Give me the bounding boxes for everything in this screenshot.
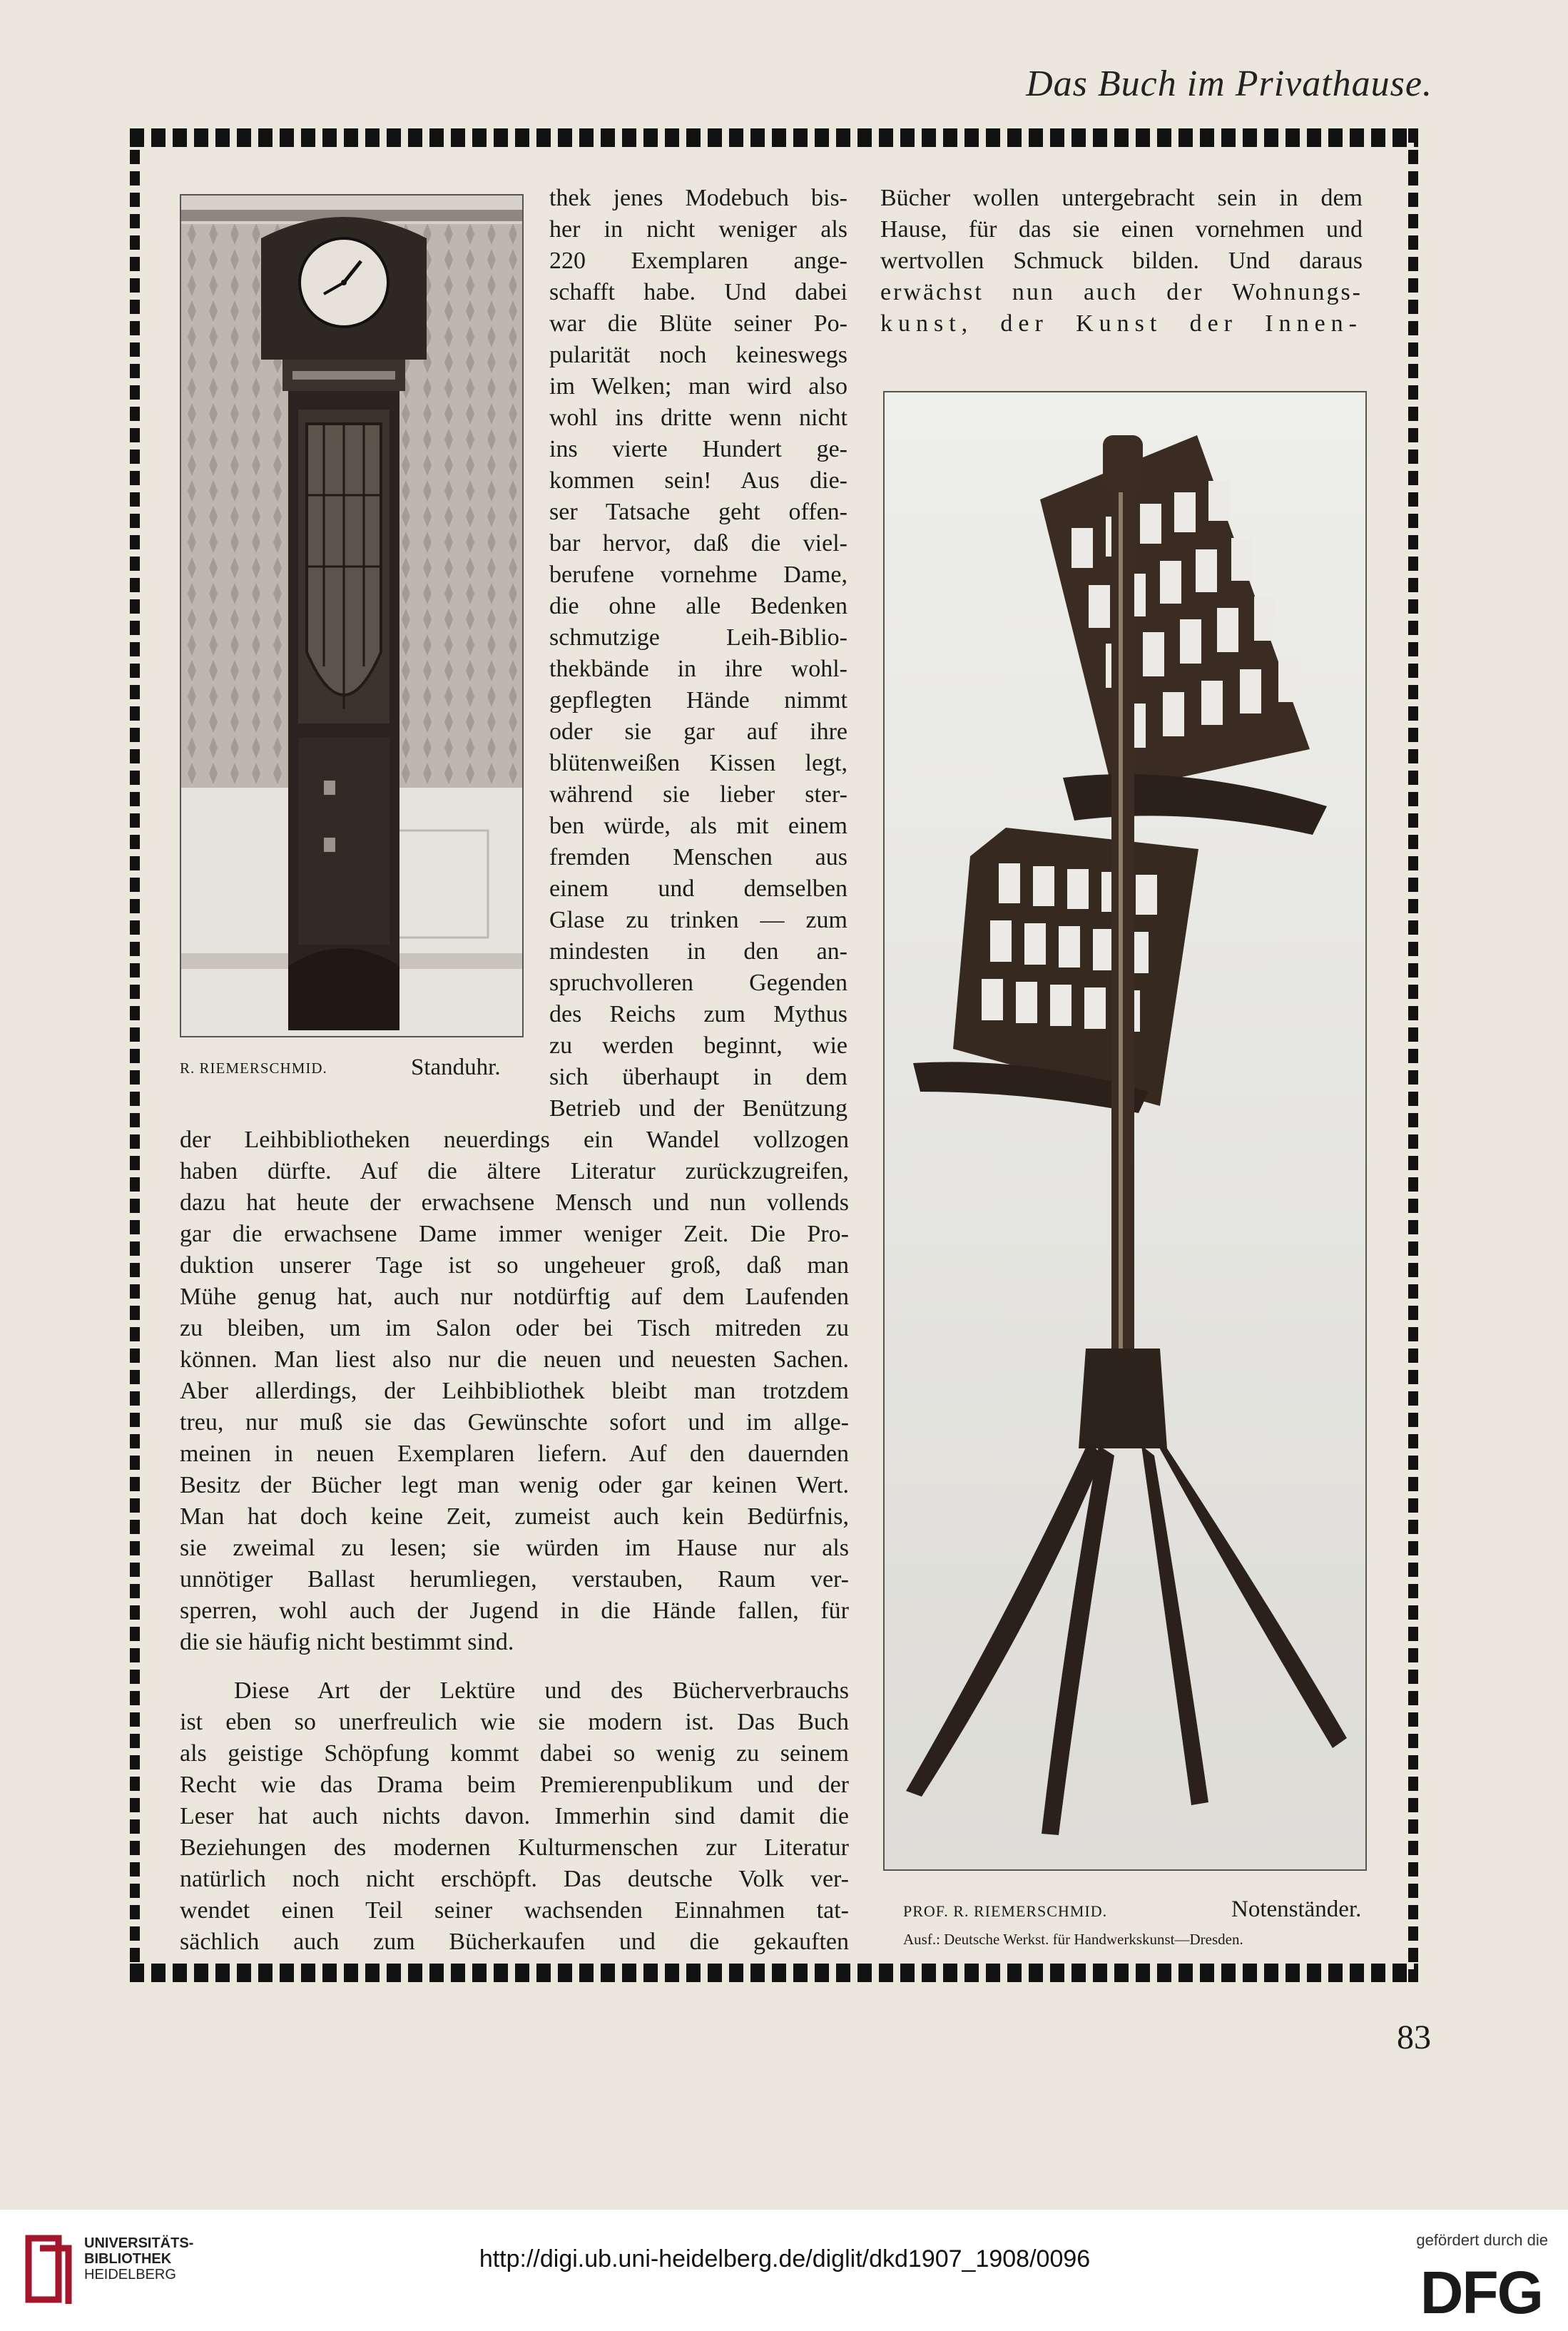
right-line: kunst, der Kunst der Innen- (880, 310, 1363, 337)
left-line: gar die erwachsene Dame immer weniger Zeit. Die Pro- (180, 1221, 849, 1247)
left-line: ist eben so unerfreulich wie sie modern ist. Das Buch (180, 1709, 849, 1735)
ornamental-border-left (130, 128, 140, 1982)
left-line: Beziehungen des modernen Kulturmenschen zur Literatur (180, 1834, 849, 1861)
left-line: Aber allerdings, der Leihbibliothek bleibt man trotzdem (180, 1378, 849, 1404)
left-line: Diese Art der Lektüre und des Bücherverbrauchs (234, 1677, 849, 1704)
ornamental-border-bottom (130, 1964, 1418, 1982)
mid-line: sich überhaupt in dem (549, 1064, 847, 1090)
funding-note: gefördert durch die (1416, 2231, 1548, 2249)
left-line: meinen in neuen Exemplaren liefern. Auf den dauernden (180, 1441, 849, 1467)
mid-line: war die Blüte seiner Po- (549, 310, 847, 337)
left-line: wendet einen Teil seiner wachsenden Einnahmen tat- (180, 1897, 849, 1924)
clock-caption-artist: R. RIEMERSCHMID. (180, 1060, 327, 1077)
mid-line: ins vierte Hundert ge- (549, 436, 847, 462)
mid-line: Glase zu trinken — zum (549, 907, 847, 933)
mid-line: zu werden beginnt, wie (549, 1032, 847, 1059)
left-line: duktion unserer Tage ist so ungeheuer groß, daß man (180, 1252, 849, 1279)
university-library-logo-icon (21, 2230, 78, 2311)
right-line: wertvollen Schmuck bilden. Und daraus (880, 248, 1363, 274)
left-line: dazu hat heute der erwachsene Mensch und nun vollends (180, 1189, 849, 1216)
mid-line: die ohne alle Bedenken (549, 593, 847, 619)
left-line: die sie häufig nicht bestimmt sind. (180, 1629, 514, 1655)
mid-line: des Reichs zum Mythus (549, 1001, 847, 1027)
mid-line: Betrieb und der Benützung (549, 1095, 847, 1122)
left-line: natürlich noch nicht erschöpft. Das deutsche Volk ver- (180, 1866, 849, 1892)
mid-line: während sie lieber ster- (549, 781, 847, 808)
left-line: sächlich auch zum Bücherkaufen und die gekauften (180, 1929, 849, 1955)
library-line-2: BIBLIOTHEK (84, 2251, 172, 2267)
clock-caption-title: Standuhr. (411, 1055, 501, 1080)
clock-photo (180, 194, 524, 1037)
right-line: Bücher wollen untergebracht sein in dem (880, 185, 1363, 211)
mid-line: ser Tatsache geht offen- (549, 499, 847, 525)
mid-line: 220 Exemplaren ange- (549, 248, 847, 274)
page-number: 83 (1397, 2018, 1431, 2056)
running-header: Das Buch im Privathause. (1026, 64, 1432, 104)
mid-line: blütenweißen Kissen legt, (549, 750, 847, 776)
dfg-logo: DFG (1420, 2259, 1542, 2326)
stand-caption-title: Notenständer. (1231, 1896, 1362, 1922)
left-line: sperren, wohl auch der Jugend in die Hände fallen, für (180, 1598, 849, 1624)
mid-line: kommen sein! Aus die- (549, 467, 847, 494)
right-line: erwächst nun auch der Wohnungs- (880, 279, 1363, 305)
ornamental-border-right (1408, 128, 1418, 1982)
mid-line: einem und demselben (549, 875, 847, 902)
mid-line: oder sie gar auf ihre (549, 718, 847, 745)
mid-line: berufene vornehme Dame, (549, 562, 847, 588)
left-line: Recht wie das Drama beim Premierenpublikum und der (180, 1772, 849, 1798)
left-line: Besitz der Bücher legt man wenig oder gar keinen Wert. (180, 1472, 849, 1498)
university-library-name (84, 2235, 193, 2282)
mid-line: thekbände in ihre wohl- (549, 656, 847, 682)
left-line: können. Man liest also nur die neuen und neuesten Sachen. (180, 1346, 849, 1373)
mid-line: gepflegten Hände nimmt (549, 687, 847, 713)
left-line: treu, nur muß sie das Gewünschte sofort und im allge- (180, 1409, 849, 1436)
stand-caption-maker: Ausf.: Deutsche Werkst. für Handwerkskunst—Dresden. (903, 1931, 1243, 1948)
mid-line: thek jenes Modebuch bis- (549, 185, 847, 211)
left-line: der Leihbibliotheken neuerdings ein Wandel vollzogen (180, 1127, 849, 1153)
left-line: sie zweimal zu lesen; sie würden im Hause nur als (180, 1535, 849, 1561)
library-line-3: HEIDELBERG (84, 2267, 176, 2282)
left-line: Man hat doch keine Zeit, zumeist auch kein Bedürfnis, (180, 1503, 849, 1530)
right-line: Hause, für das sie einen vornehmen und (880, 216, 1363, 243)
stand-caption-artist: PROF. R. RIEMERSCHMID. (903, 1902, 1108, 1920)
mid-line: im Welken; man wird also (549, 373, 847, 400)
left-line: unnötiger Ballast herumliegen, verstauben, Raum ver- (180, 1566, 849, 1593)
left-line: zu bleiben, um im Salon oder bei Tisch mitreden zu (180, 1315, 849, 1341)
mid-line: pularität noch keineswegs (549, 342, 847, 368)
music-stand-photo (883, 391, 1367, 1871)
permalink-url[interactable]: http://digi.ub.uni-heidelberg.de/diglit/dkd1907_1908/0096 (479, 2245, 1091, 2272)
mid-line: fremden Menschen aus (549, 844, 847, 870)
mid-line: schmutzige Leih-Biblio- (549, 624, 847, 651)
ornamental-border-top (130, 128, 1418, 147)
mid-line: schafft habe. Und dabei (549, 279, 847, 305)
mid-line: wohl ins dritte wenn nicht (549, 405, 847, 431)
left-line: haben dürfte. Auf die ältere Literatur zurückzugreifen, (180, 1158, 849, 1184)
mid-line: her in nicht weniger als (549, 216, 847, 243)
mid-line: spruchvolleren Gegenden (549, 970, 847, 996)
left-line: als geistige Schöpfung kommt dabei so wenig zu seinem (180, 1740, 849, 1767)
mid-line: bar hervor, daß die viel- (549, 530, 847, 557)
left-line: Mühe genug hat, auch nur notdürftig auf dem Laufenden (180, 1284, 849, 1310)
left-line: Leser hat auch nichts davon. Immerhin sind damit die (180, 1803, 849, 1829)
mid-line: ben würde, als mit einem (549, 813, 847, 839)
mid-line: mindesten in den an- (549, 938, 847, 965)
library-line-1: UNIVERSITÄTS- (84, 2235, 194, 2251)
